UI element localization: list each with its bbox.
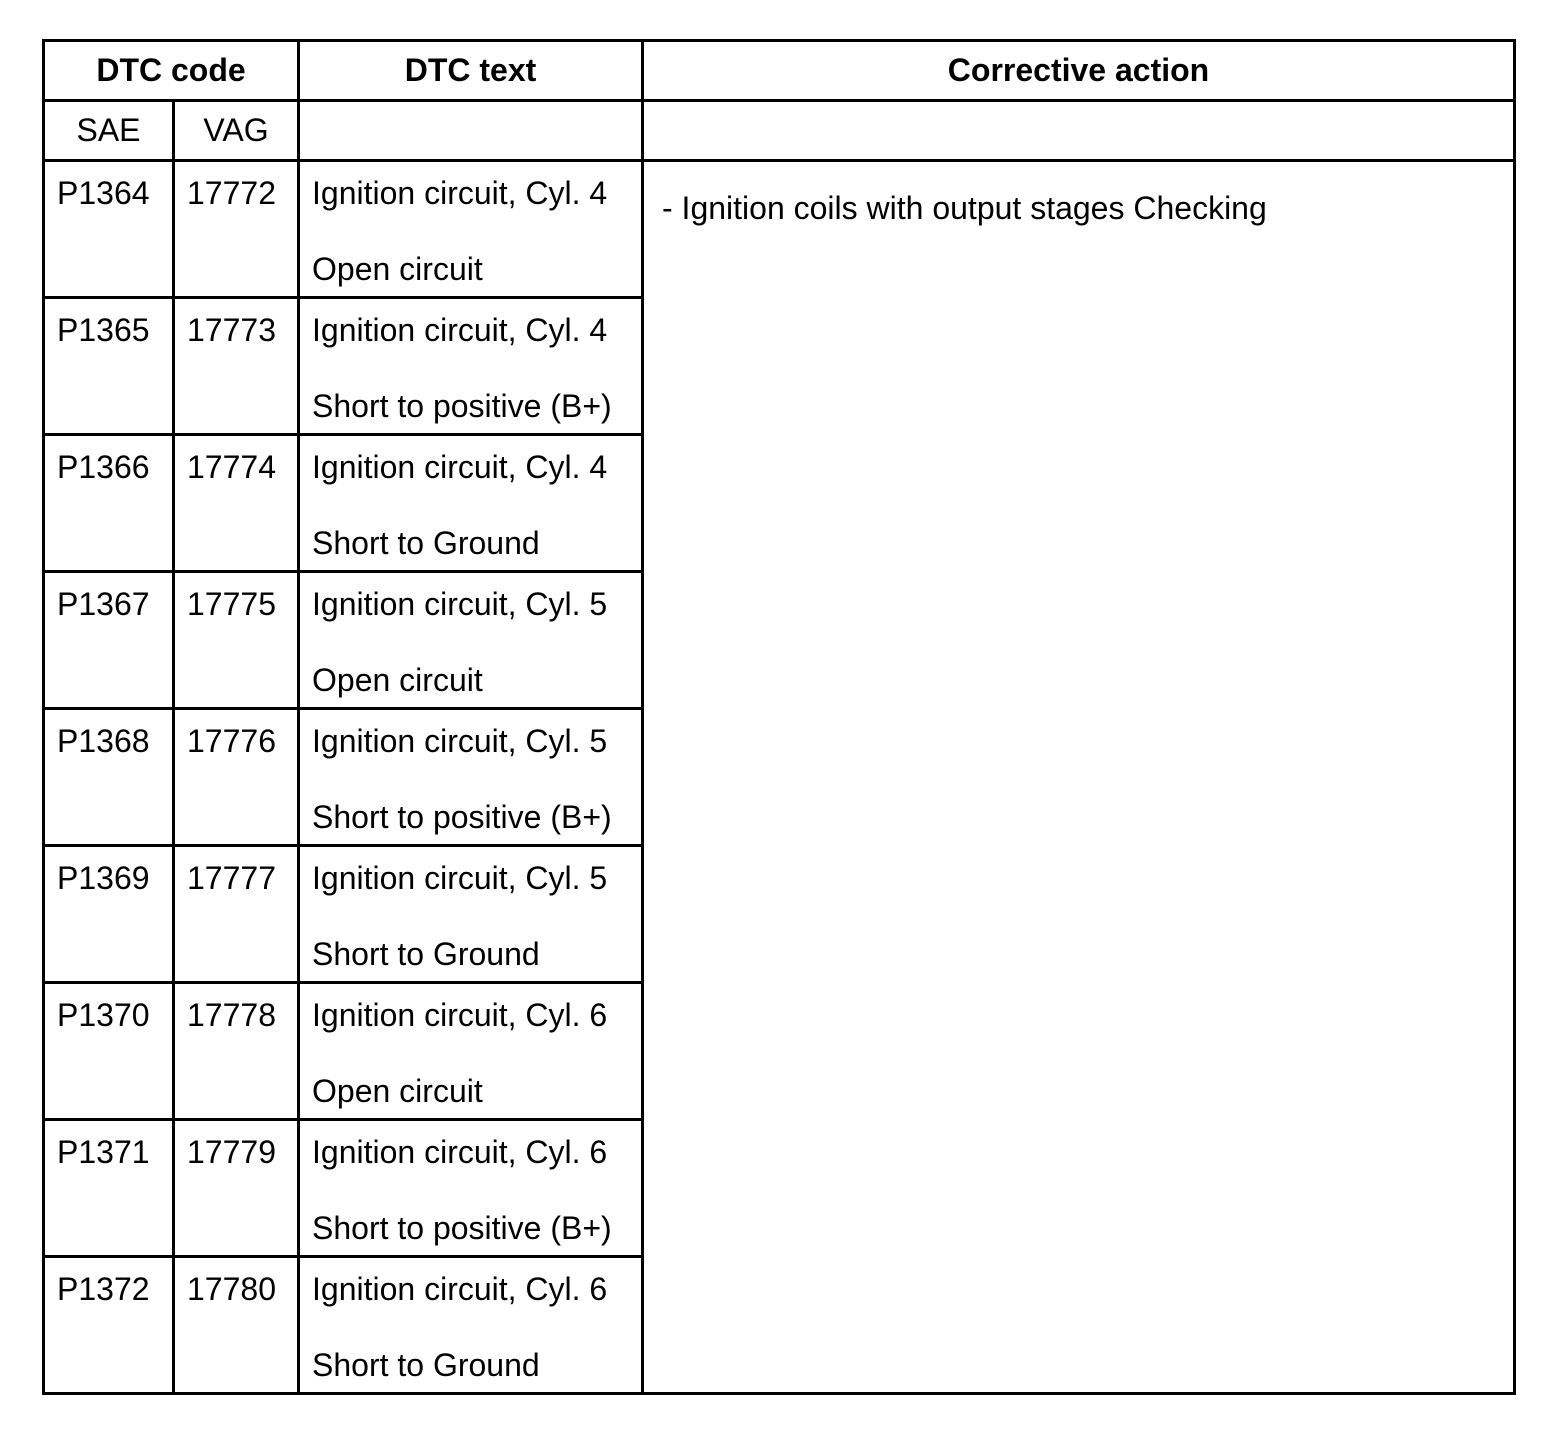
- sae-code: P1365: [57, 312, 150, 348]
- cell-dtc-text: [299, 572, 643, 709]
- vag-code: 17774: [187, 449, 276, 485]
- cell-sae: [44, 161, 174, 298]
- cell-vag: [174, 983, 299, 1120]
- cell-dtc-text: [299, 846, 643, 983]
- dtc-text-line2: Short to Ground: [312, 936, 540, 972]
- dtc-text-line2: Short to Ground: [312, 1347, 540, 1383]
- vag-code: 17778: [187, 997, 276, 1033]
- cell-vag: [174, 435, 299, 572]
- cell-sae: [44, 1120, 174, 1257]
- cell-vag: [174, 1120, 299, 1257]
- vag-code: 17776: [187, 723, 276, 759]
- vag-code: 17775: [187, 586, 276, 622]
- dtc-text-line1: Ignition circuit, Cyl. 5: [312, 723, 608, 759]
- cell-vag: [174, 709, 299, 846]
- cell-vag: [174, 572, 299, 709]
- dtc-text-line2: Short to Ground: [312, 525, 540, 561]
- dtc-text-line2: Open circuit: [312, 1073, 483, 1109]
- dtc-text-line2: Open circuit: [312, 251, 483, 287]
- dtc-text-line1: Ignition circuit, Cyl. 4: [312, 175, 608, 211]
- dtc-text-line1: Ignition circuit, Cyl. 5: [312, 586, 608, 622]
- sae-code: P1368: [57, 723, 150, 759]
- subheader-empty-action: [643, 101, 1515, 161]
- header-dtc-text: DTC text: [299, 41, 643, 101]
- subheader-vag: VAG: [174, 101, 299, 161]
- cell-vag: [174, 1257, 299, 1394]
- corrective-action-text: - Ignition coils with output stages Checking: [662, 190, 1267, 226]
- header-corrective-action: Corrective action: [643, 41, 1515, 101]
- dtc-text-line1: Ignition circuit, Cyl. 6: [312, 1134, 608, 1170]
- dtc-text-line2: Short to positive (B+): [312, 388, 612, 424]
- cell-sae: [44, 435, 174, 572]
- sae-code: P1371: [57, 1134, 150, 1170]
- cell-dtc-text: [299, 435, 643, 572]
- cell-vag: [174, 298, 299, 435]
- dtc-table: [42, 39, 1516, 1395]
- cell-dtc-text: [299, 1257, 643, 1394]
- dtc-text-line1: Ignition circuit, Cyl. 4: [312, 312, 608, 348]
- sae-code: P1366: [57, 449, 150, 485]
- cell-sae: [44, 572, 174, 709]
- subheader-sae: SAE: [44, 101, 174, 161]
- header-row: [44, 41, 1515, 101]
- dtc-text-line1: Ignition circuit, Cyl. 6: [312, 1271, 608, 1307]
- vag-code: 17773: [187, 312, 276, 348]
- vag-code: 17780: [187, 1271, 276, 1307]
- table-body: [44, 161, 1515, 1394]
- sae-code: P1367: [57, 586, 150, 622]
- vag-code: 17777: [187, 860, 276, 896]
- dtc-text-line2: Short to positive (B+): [312, 799, 612, 835]
- dtc-text-line2: Short to positive (B+): [312, 1210, 612, 1246]
- sae-code: P1370: [57, 997, 150, 1033]
- cell-dtc-text: [299, 161, 643, 298]
- sae-code: P1364: [57, 175, 150, 211]
- table-row: [44, 161, 1515, 298]
- dtc-text-line2: Open circuit: [312, 662, 483, 698]
- subheader-row: [44, 101, 1515, 161]
- cell-dtc-text: [299, 983, 643, 1120]
- dtc-text-line1: Ignition circuit, Cyl. 4: [312, 449, 608, 485]
- sae-code: P1372: [57, 1271, 150, 1307]
- vag-code: 17772: [187, 175, 276, 211]
- cell-sae: [44, 298, 174, 435]
- sae-code: P1369: [57, 860, 150, 896]
- vag-code: 17779: [187, 1134, 276, 1170]
- header-dtc-code: DTC code: [44, 41, 299, 101]
- cell-sae: [44, 1257, 174, 1394]
- cell-dtc-text: [299, 1120, 643, 1257]
- cell-dtc-text: [299, 298, 643, 435]
- dtc-text-line1: Ignition circuit, Cyl. 6: [312, 997, 608, 1033]
- subheader-empty-text: [299, 101, 643, 161]
- cell-vag: [174, 846, 299, 983]
- cell-sae: [44, 983, 174, 1120]
- cell-corrective-action: [643, 161, 1515, 1394]
- cell-sae: [44, 846, 174, 983]
- cell-vag: [174, 161, 299, 298]
- cell-sae: [44, 709, 174, 846]
- cell-dtc-text: [299, 709, 643, 846]
- dtc-text-line1: Ignition circuit, Cyl. 5: [312, 860, 608, 896]
